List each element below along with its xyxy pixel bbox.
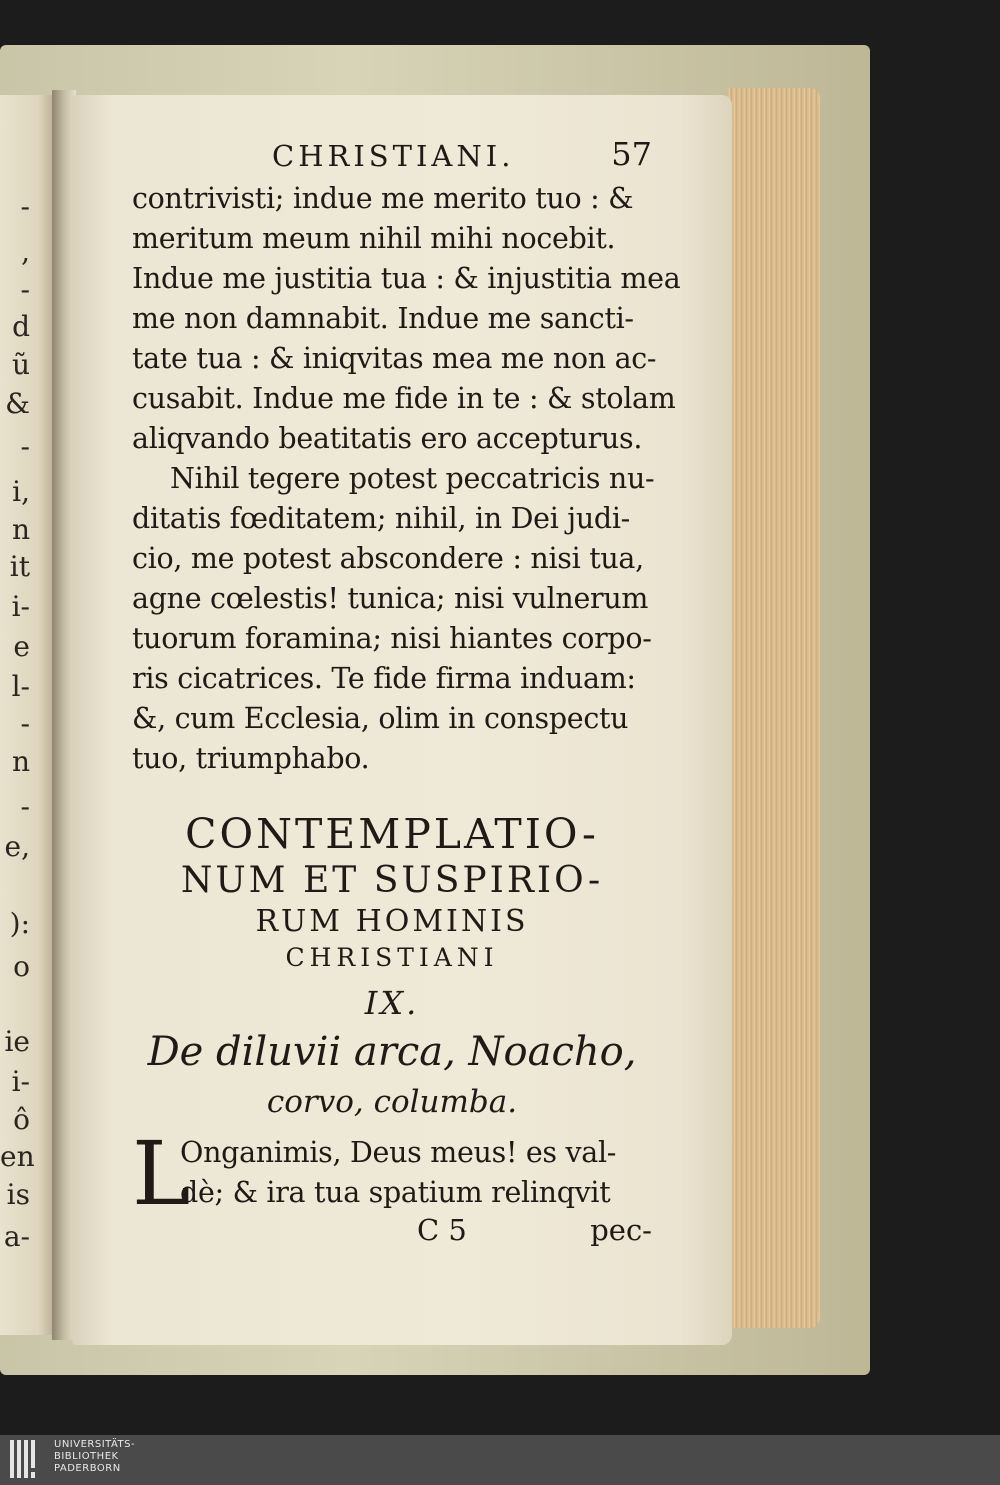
section-heading-line: RUM HOMINIS bbox=[255, 904, 529, 939]
left-fragment: - bbox=[20, 707, 30, 740]
text-line: cusabit. Indue me fide in te : & stolam bbox=[132, 382, 676, 415]
left-fragment: l- bbox=[11, 670, 30, 703]
library-name-line: BIBLIOTHEK bbox=[54, 1451, 119, 1462]
text-line: Onganimis, Deus meus! es val- bbox=[180, 1136, 617, 1169]
section-number: IX. bbox=[364, 984, 420, 1022]
text-line: me non damnabit. Indue me sancti- bbox=[132, 302, 634, 335]
text-line: meritum meum nihil mihi nocebit. bbox=[132, 222, 616, 255]
text-line: cio, me potest abscondere : nisi tua, bbox=[132, 542, 644, 575]
catchword: pec- bbox=[590, 1213, 652, 1247]
text-line: &, cum Ecclesia, olim in conspectu bbox=[132, 702, 629, 735]
left-fragment: ): bbox=[9, 907, 30, 940]
page-edges bbox=[728, 88, 820, 1328]
text-line: tate tua : & iniqvitas mea me non ac- bbox=[132, 342, 657, 375]
left-fragment: a- bbox=[3, 1220, 30, 1253]
text-line: dè; & ira tua spatium relinqvit bbox=[180, 1176, 611, 1209]
left-fragment: i, bbox=[12, 475, 30, 508]
left-fragment: ô bbox=[13, 1103, 30, 1136]
signature-mark: C 5 bbox=[417, 1213, 467, 1247]
page-number: 57 bbox=[611, 135, 652, 173]
left-fragment: it bbox=[9, 550, 30, 583]
left-fragment: is bbox=[6, 1178, 30, 1211]
left-fragment: i- bbox=[11, 590, 30, 623]
left-fragment: - bbox=[20, 190, 30, 223]
left-fragment: o bbox=[13, 950, 30, 983]
section-subtitle: De diluvii arca, Noacho, bbox=[147, 1029, 637, 1075]
library-name bbox=[54, 1439, 135, 1475]
drop-cap: L bbox=[132, 1122, 191, 1225]
left-fragment: & bbox=[5, 387, 30, 420]
section-heading-line: NUM ET SUSPIRIO- bbox=[180, 860, 604, 901]
left-fragment: i- bbox=[11, 1065, 30, 1098]
left-fragment: n bbox=[11, 513, 30, 546]
library-name-line: UNIVERSITÄTS- bbox=[54, 1439, 136, 1450]
opening-paragraph bbox=[132, 1122, 652, 1225]
text-line: agne cœlestis! tunica; nisi vulnerum bbox=[132, 582, 649, 615]
left-fragment: e, bbox=[4, 830, 30, 863]
left-fragment: e bbox=[13, 630, 30, 663]
left-fragment: - bbox=[20, 430, 30, 463]
text-line: Indue me justitia tua : & injustitia mea bbox=[132, 262, 681, 295]
text-line: ris cicatrices. Te fide firma induam: bbox=[132, 662, 636, 695]
text-line: Nihil tegere potest peccatricis nu- bbox=[170, 462, 655, 495]
text-line: aliqvando beatitatis ero accepturus. bbox=[132, 422, 643, 455]
left-fragment: n bbox=[11, 745, 30, 778]
section-heading-line: CONTEMPLATIO- bbox=[185, 810, 599, 858]
section-subtitle-2: corvo, columba. bbox=[266, 1084, 518, 1120]
library-footer bbox=[0, 1435, 1000, 1485]
left-fragment: - bbox=[20, 790, 30, 823]
left-page-edge bbox=[0, 95, 55, 1335]
section-heading-line: CHRISTIANI bbox=[285, 943, 499, 972]
left-fragment: , bbox=[21, 235, 30, 268]
running-head bbox=[132, 135, 652, 179]
library-logo-icon bbox=[10, 1440, 44, 1478]
left-fragment: - bbox=[20, 273, 30, 306]
page-footer-line bbox=[132, 1213, 652, 1253]
text-line: tuo, triumphabo. bbox=[132, 742, 370, 775]
text-line: contrivisti; indue me merito tuo : & bbox=[132, 182, 634, 215]
library-name-line: PADERBORN bbox=[54, 1463, 121, 1474]
text-line: ditatis fœditatem; nihil, in Dei judi- bbox=[132, 502, 630, 535]
left-fragment: d bbox=[12, 310, 30, 343]
running-head-title: CHRISTIANI. bbox=[272, 139, 515, 173]
left-fragment: en bbox=[0, 1140, 35, 1173]
text-line: tuorum foramina; nisi hiantes corpo- bbox=[132, 622, 652, 655]
left-fragment: ũ bbox=[11, 348, 30, 381]
page-text bbox=[132, 135, 681, 1253]
left-fragment: ie bbox=[4, 1025, 30, 1058]
